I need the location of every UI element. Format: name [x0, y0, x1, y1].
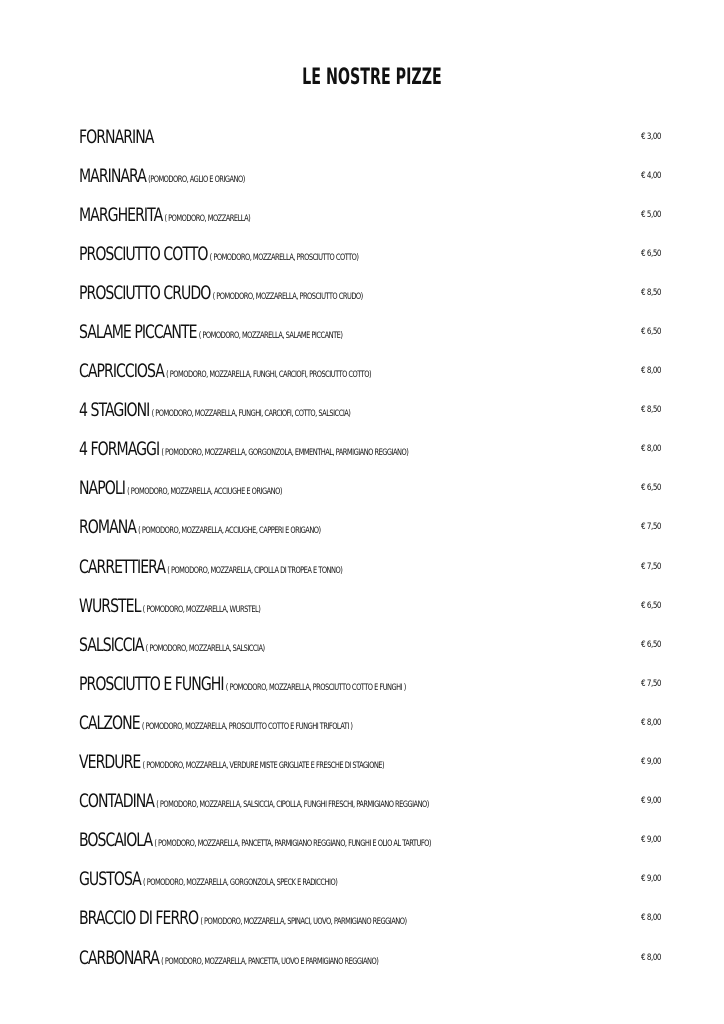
menu-item-marinara: [79, 156, 661, 195]
item-price: € 7,50: [640, 678, 661, 689]
item-name: PROSCIUTTO E FUNGHI: [79, 672, 224, 695]
item-price: € 8,50: [640, 287, 661, 298]
menu-item-capricciosa: [79, 352, 661, 391]
menu-item-salame-piccante: [79, 312, 661, 351]
menu-item-4-stagioni: [79, 391, 661, 430]
item-price: € 8,50: [640, 405, 661, 416]
item-price: € 9,00: [640, 796, 661, 807]
item-ingredients: ( POMODORO, MOZZARELLA, SALSICCIA): [145, 643, 265, 654]
menu-item-wurstel: [79, 586, 661, 625]
item-ingredients: ( POMODORO, MOZZARELLA, ACCIUGHE, CAPPERI E ORIGANO): [138, 526, 321, 537]
item-price: € 6,50: [640, 248, 661, 259]
item-name: MARINARA: [79, 164, 146, 187]
menu-item-romana: [79, 508, 661, 547]
item-ingredients: ( POMODORO, MOZZARELLA, SALSICCIA, CIPOLLA, FUNGHI FRESCHI, PARMIGIANO REGGIANO): [156, 800, 429, 811]
item-price: € 7,50: [640, 561, 661, 572]
item-ingredients: ( POMODORO, MOZZARELLA, FUNGHI, CARCIOFI, COTTO, SALSICCIA): [151, 409, 351, 420]
menu-item-carrettiera: [79, 547, 661, 586]
item-name: BRACCIO DI FERRO: [79, 907, 199, 930]
item-name: ROMANA: [79, 516, 136, 539]
item-name: BOSCAIOLA: [79, 829, 153, 852]
item-name: PROSCIUTTO COTTO: [79, 242, 208, 265]
item-name: 4 STAGIONI: [79, 399, 150, 422]
item-price: € 6,50: [640, 327, 661, 338]
item-price: € 6,50: [640, 639, 661, 650]
item-ingredients: ( POMODORO, MOZZARELLA, SPINACI, UOVO, PARMIGIANO REGGIANO): [200, 917, 407, 928]
item-price: € 3,00: [640, 131, 661, 142]
menu-item-boscaiola: [79, 821, 661, 860]
item-ingredients: ( POMODORO, MOZZARELLA, VERDURE MISTE GRIGLIATE E FRESCHE DI STAGIONE): [142, 761, 385, 772]
item-name: CONTADINA: [79, 790, 154, 813]
item-price: € 8,00: [640, 444, 661, 455]
menu-item-fornarina: [79, 117, 661, 156]
item-name: FORNARINA: [79, 125, 154, 148]
item-name: MARGHERITA: [79, 203, 163, 226]
item-name: CARBONARA: [79, 946, 159, 969]
menu-item-verdure: [79, 743, 661, 782]
menu-item-carbonara: [79, 938, 661, 977]
item-price: € 9,00: [640, 757, 661, 768]
item-ingredients: ( POMODORO, MOZZARELLA, GORGONZOLA, SPECK E RADICCHIO): [143, 878, 338, 889]
item-price: € 8,00: [640, 717, 661, 728]
item-name: CARRETTIERA: [79, 555, 166, 578]
item-ingredients: ( POMODORO, MOZZARELLA, PROSCIUTTO COTTO): [209, 252, 359, 263]
item-price: € 9,00: [640, 874, 661, 885]
menu-item-margherita: [79, 195, 661, 234]
pizza-list: [79, 117, 661, 977]
menu-item-salsiccia: [79, 625, 661, 664]
menu-item-prosciutto-crudo: [79, 273, 661, 312]
page-title: LE NOSTRE PIZZE: [302, 65, 442, 90]
item-name: PROSCIUTTO CRUDO: [79, 281, 211, 304]
item-name: GUSTOSA: [79, 868, 141, 891]
item-name: CALZONE: [79, 711, 140, 734]
menu-item-gustosa: [79, 860, 661, 899]
item-ingredients: ( POMODORO, MOZZARELLA, WURSTEL): [142, 604, 261, 615]
item-ingredients: ( POMODORO, MOZZARELLA, PROSCIUTTO COTTO E FUNGHI TRIFOLATI ): [141, 721, 353, 732]
item-price: € 8,00: [640, 913, 661, 924]
menu-item-4-formaggi: [79, 430, 661, 469]
item-ingredients: ( POMODORO, MOZZARELLA, ACCIUGHE E ORIGANO): [127, 487, 282, 498]
menu-item-napoli: [79, 469, 661, 508]
item-price: € 8,00: [640, 366, 661, 377]
item-price: € 6,50: [640, 600, 661, 611]
menu-item-prosciutto-cotto: [79, 234, 661, 273]
item-name: CAPRICCIOSA: [79, 360, 164, 383]
item-price: € 5,00: [640, 209, 661, 220]
item-price: € 8,00: [640, 952, 661, 963]
item-name: VERDURE: [79, 751, 141, 774]
item-ingredients: ( POMODORO, MOZZARELLA, SALAME PICCANTE): [198, 331, 343, 342]
item-ingredients: ( POMODORO, MOZZARELLA, GORGONZOLA, EMMENTHAL, PARMIGIANO REGGIANO): [161, 448, 409, 459]
item-ingredients: (POMODORO, AGLIO E ORIGANO): [148, 174, 245, 185]
item-ingredients: ( POMODORO, MOZZARELLA, PANCETTA, UOVO E PARMIGIANO REGGIANO): [161, 956, 379, 967]
item-name: SALAME PICCANTE: [79, 321, 197, 344]
item-price: € 7,50: [640, 522, 661, 533]
item-ingredients: ( POMODORO, MOZZARELLA, CIPOLLA DI TROPEA E TONNO): [167, 565, 343, 576]
item-name: SALSICCIA: [79, 633, 144, 656]
item-ingredients: ( POMODORO, MOZZARELLA): [164, 213, 251, 224]
item-name: 4 FORMAGGI: [79, 438, 160, 461]
item-ingredients: ( POMODORO, MOZZARELLA, PANCETTA, PARMIGIANO REGGIANO, FUNGHI E OLIO AL TARTUFO): [154, 839, 431, 850]
item-ingredients: ( POMODORO, MOZZARELLA, FUNGHI, CARCIOFI, PROSCIUTTO COTTO): [166, 370, 372, 381]
menu-item-braccio-di-ferro: [79, 899, 661, 938]
item-price: € 4,00: [640, 170, 661, 181]
menu-item-prosciutto-e-funghi: [79, 664, 661, 703]
menu-item-contadina: [79, 782, 661, 821]
item-price: € 9,00: [640, 835, 661, 846]
item-ingredients: ( POMODORO, MOZZARELLA, PROSCIUTTO CRUDO): [212, 291, 363, 302]
item-name: WURSTEL: [79, 594, 141, 617]
menu-item-calzone: [79, 703, 661, 742]
item-name: NAPOLI: [79, 477, 125, 500]
item-ingredients: ( POMODORO, MOZZARELLA, PROSCIUTTO COTTO E FUNGHI ): [225, 682, 406, 693]
item-price: € 6,50: [640, 483, 661, 494]
